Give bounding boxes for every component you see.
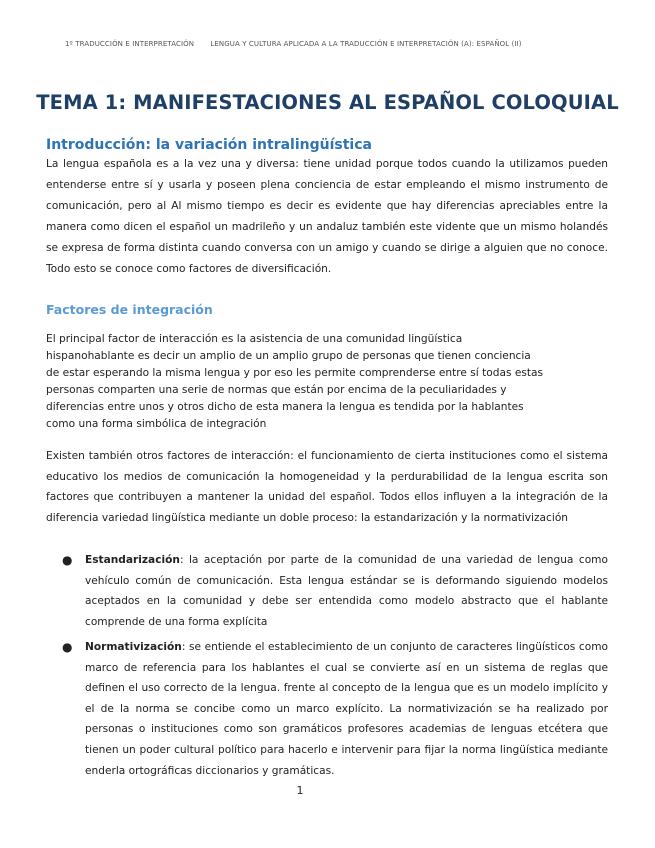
intro-paragraph: La lengua española es a la vez una y diversa: tiene unidad porque todos cuando la utilizamos pueden entenderse entre sí y usarla y poseen plena conciencia de estar empleando el mismo instrumento de comunicación, pero al Al mismo tiempo es decir es evidente que hay diferencias apreciables entre la manera como dicen el español un madrileño y un andaluz también este vidente que un mismo holandés se expresa de forma distinta cuando conversa con un amigo y cuando se dirige a alguien que no conoce. Todo esto se conoce como factores de diversificación. — [46, 158, 608, 275]
integracion-paragraph — [46, 331, 586, 433]
paragraph-line: de estar esperando la misma lengua y por eso les permite comprenderse entre sí todas estas — [46, 367, 544, 379]
section-heading-intro: Introducción: la variación intralingüística — [46, 137, 372, 153]
bullet-term: Estandarización — [85, 554, 180, 566]
page-title: TEMA 1: MANIFESTACIONES AL ESPAÑOL COLOQUIAL — [36, 91, 619, 114]
bullet-text: : se entiende el establecimiento de un conjunto de caracteres lingüísticos como marco de referencia para los hablantes el cual se convierte así en un sistema de reglas que definen el uso correcto de la lengua. frente al concepto de la lengua que es un modelo implícito y el de la norma se concibe como un marco explícito. La normativización se ha realizado por personas o instituciones como son gramáticos profesores academias de lenguas etcétera que tienen un poder cultural político para hacerlo e intervenir para fijar la norma lingüística mediante enderla ortográficas diccionarios y gramáticas. — [85, 641, 608, 777]
header-subject: LENGUA Y CULTURA APLICADA A LA TRADUCCIÓN E INTERPRETACIÓN (A): ESPAÑOL (II) — [210, 40, 522, 48]
bullet-icon: ● — [62, 640, 73, 654]
paragraph-line: diferencias entre unos y otros dicho de esta manera la lengua es tendida por la hablantes — [46, 401, 524, 413]
bullet-text: : la aceptación por parte de la comunidad de una variedad de lengua como vehículo común de comunicación. Esta lengua estándar se is deformando siguiendo modelos aceptados en la comunidad y debe ser entendida como modelo abstracto que el hablante comprende de una forma explícita — [85, 554, 608, 628]
paragraph-line: como una forma simbólica de integración — [46, 418, 267, 430]
paragraph-line: personas comparten una serie de normas que están por encima de la peculiaridades y — [46, 384, 507, 396]
otros-factores-paragraph: Existen también otros factores de interacción: el funcionamiento de cierta instituciones como el sistema educativo los medios de comunicación la homogeneidad y la perdurabilidad de la lengua escrita son factores que contribuyen a mantener la unidad del español. Todos ellos influyen a la integración de la diferencia variedad lingüística mediante un doble proceso: la estandarización y la normativización — [46, 450, 608, 524]
page-header — [65, 40, 625, 48]
page-number: 1 — [296, 784, 304, 797]
bullet-icon: ● — [62, 553, 73, 567]
paragraph-line: El principal factor de interacción es la asistencia de una comunidad lingüística — [46, 333, 463, 345]
header-course: 1º TRADUCCIÓN E INTERPRETACIÓN — [65, 40, 195, 48]
bullet-item-estandarizacion — [62, 550, 608, 632]
bullet-term: Normativización — [85, 641, 182, 653]
subsection-heading-integracion: Factores de integración — [46, 302, 213, 317]
bullet-item-normativizacion — [62, 637, 608, 781]
paragraph-line: hispanohablante es decir un amplio de un amplio grupo de personas que tienen conciencia — [46, 350, 531, 362]
